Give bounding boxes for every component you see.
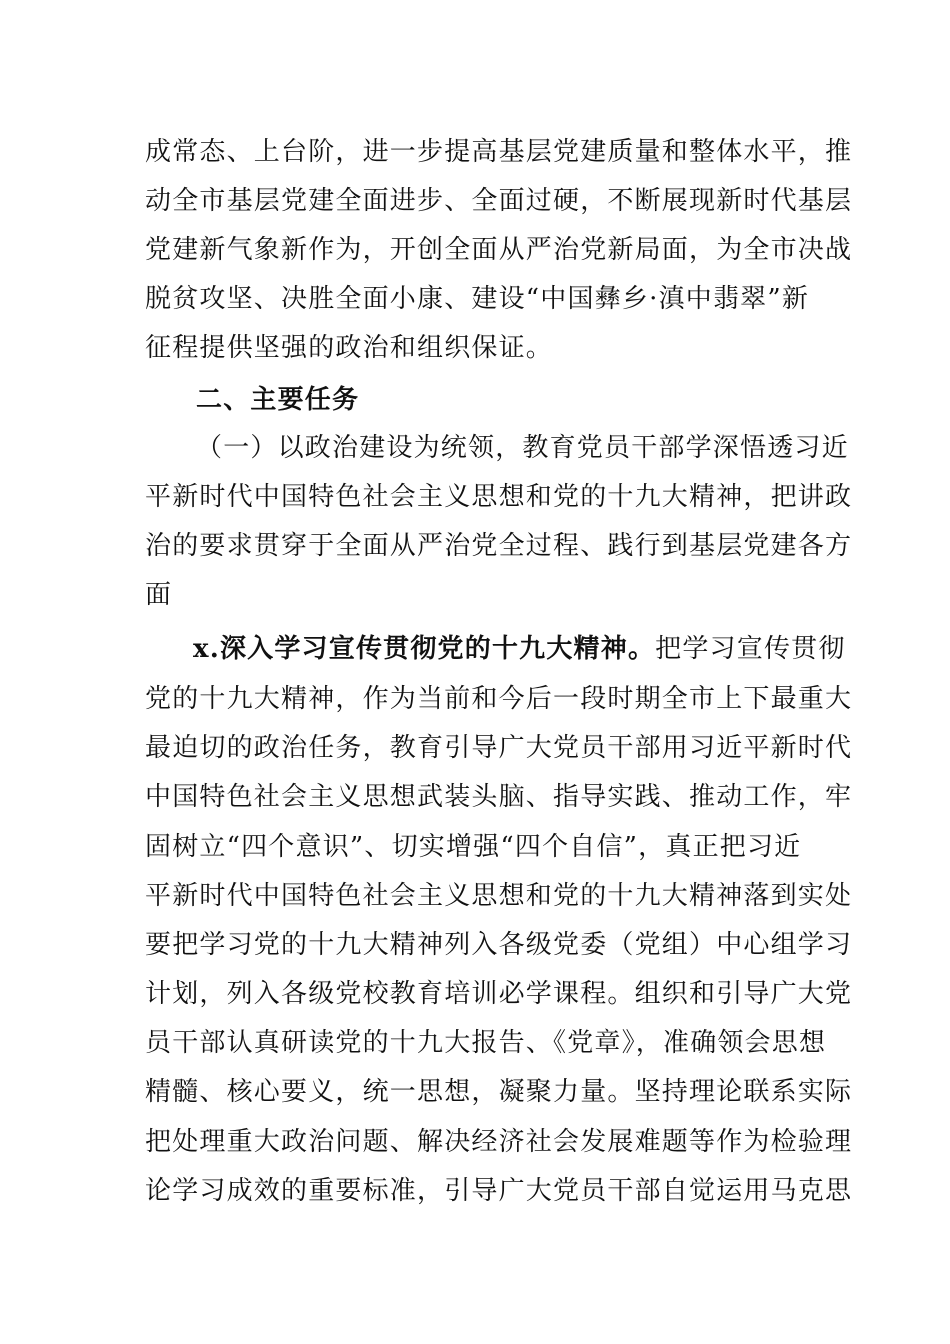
subsection-heading-line: （一）以政治建设为统领，教育党员干部学深悟透习近 <box>196 433 849 463</box>
subsection-heading-line: 面 <box>145 580 173 610</box>
subsection-heading-line: 平新时代中国特色社会主义思想和党的十九大精神，把讲政 <box>145 482 853 512</box>
body-text-line: 最迫切的政治任务，教育引导广大党员干部用习近平新时代 <box>145 733 853 763</box>
subsection-heading-line: 治的要求贯穿于全面从严治党全过程、践行到基层党建各方 <box>145 531 853 561</box>
body-text-line: 动全市基层党建全面进步、全面过硬，不断展现新时代基层 <box>145 186 853 216</box>
body-text-line: 员干部认真研读党的十九大报告、《党章》，准确领会思想 <box>145 1028 827 1058</box>
paragraph-lead-text: 把学习宣传贯彻 <box>655 634 846 664</box>
body-text-line: 固树立“四个意识”、切实增强“四个自信”，真正把习近 <box>145 832 802 862</box>
body-text-line: 平新时代中国特色社会主义思想和党的十九大精神落到实处 <box>145 881 853 911</box>
body-text-line: 要把学习党的十九大精神列入各级党委（党组）中心组学习 <box>145 930 853 960</box>
body-text-line: 党的十九大精神，作为当前和今后一段时期全市上下最重大 <box>145 684 853 714</box>
paragraph-lead-title: x.深入学习宣传贯彻党的十九大精神。 <box>193 634 656 664</box>
body-text-line: 党建新气象新作为，开创全面从严治党新局面，为全市决战 <box>145 235 853 265</box>
body-text-line: 中国特色社会主义思想武装头脑、指导实践、推动工作，牢 <box>145 782 853 812</box>
section-heading: 二、主要任务 <box>196 385 360 415</box>
body-text-line: 成常态、上台阶，进一步提高基层党建质量和整体水平，推 <box>145 137 853 167</box>
body-text-line: 计划，列入各级党校教育培训必学课程。组织和引导广大党 <box>145 979 853 1009</box>
paragraph-lead-line <box>193 633 858 665</box>
body-text-line: 论学习成效的重要标准，引导广大党员干部自觉运用马克思 <box>145 1176 853 1206</box>
body-text-line: 把处理重大政治问题、解决经济社会发展难题等作为检验理 <box>145 1127 853 1157</box>
body-text-line: 精髓、核心要义，统一思想，凝聚力量。坚持理论联系实际 <box>145 1077 853 1107</box>
body-text-line: 征程提供坚强的政治和组织保证。 <box>145 333 554 363</box>
body-text-line: 脱贫攻坚、决胜全面小康、建设“中国彝乡·滇中翡翠”新 <box>145 284 810 314</box>
